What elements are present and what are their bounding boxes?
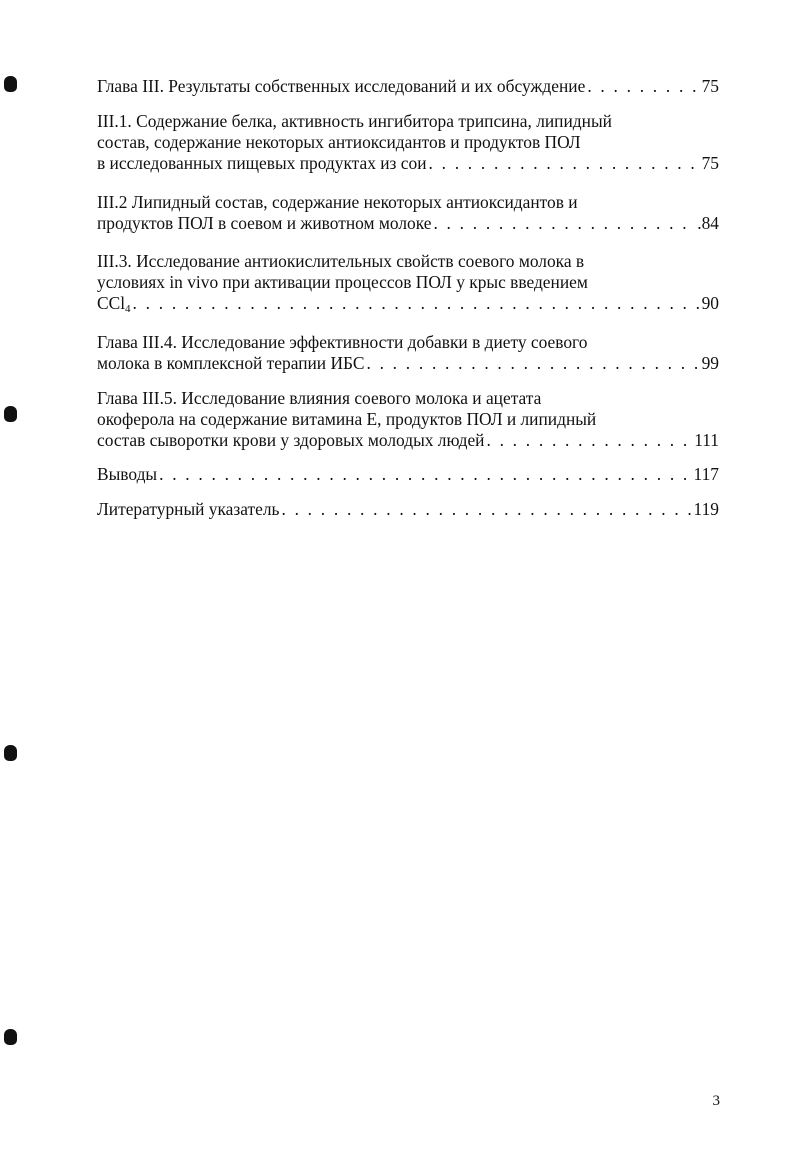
toc-page-number: 117 — [693, 464, 719, 484]
toc-page-number: 75 — [701, 76, 719, 96]
dot-leader — [486, 430, 692, 451]
binder-hole-mark — [4, 745, 17, 761]
dot-leader — [366, 353, 699, 374]
binder-hole-mark — [4, 1029, 17, 1045]
toc-page-number: 90 — [701, 293, 719, 313]
dot-leader — [159, 464, 691, 485]
dot-leader — [587, 76, 699, 97]
toc-entry-title: продуктов ПОЛ в соевом и животном молоке — [97, 213, 432, 233]
toc-entry-title: CCl — [97, 293, 126, 313]
toc-entry-section-3-3 — [97, 251, 719, 314]
toc-entry-chapter-3-5 — [97, 388, 719, 451]
toc-entry-title: состав, содержание некоторых антиоксидантов и продуктов ПОЛ — [97, 132, 581, 152]
toc-entry-title: Выводы — [97, 464, 158, 484]
dot-leader — [281, 499, 691, 520]
toc-entry-title: Литературный указатель — [97, 499, 280, 519]
page-number: 3 — [712, 1093, 720, 1109]
toc-page-number: 111 — [694, 430, 719, 450]
table-of-contents — [97, 76, 719, 520]
toc-entry-title: Глава III.5. Исследование влияния соевого молока и ацетата — [97, 388, 542, 408]
toc-entry-title: в исследованных пищевых продуктах из сои — [97, 153, 427, 173]
toc-entry-section-3-2 — [97, 192, 719, 234]
toc-page-number: 119 — [693, 499, 719, 519]
binder-hole-mark — [4, 406, 17, 422]
toc-entry-title: Глава III.4. Исследование эффективности добавки в диету соевого — [97, 332, 588, 352]
dot-leader — [133, 293, 700, 314]
toc-entry-title: состав сыворотки крови у здоровых молодых людей — [97, 430, 485, 450]
toc-entry-chapter-3 — [97, 76, 719, 97]
toc-entry-bibliography — [97, 499, 719, 520]
toc-entry-title: III.1. Содержание белка, активность ингибитора трипсина, липидный — [97, 111, 612, 131]
dot-leader — [429, 153, 700, 174]
toc-entry-title: окоферола на содержание витамина Е, продуктов ПОЛ и липидный — [97, 409, 597, 429]
toc-entry-title: Глава III. Результаты собственных исследований и их обсуждение — [97, 76, 586, 96]
toc-page-number: 75 — [701, 153, 719, 173]
binder-hole-mark — [4, 76, 17, 92]
toc-entry-chapter-3-4 — [97, 332, 719, 374]
toc-page-number: 99 — [701, 353, 719, 373]
toc-entry-conclusions — [97, 464, 719, 485]
toc-entry-title: молока в комплексной терапии ИБС — [97, 353, 365, 373]
toc-entry-section-3-1 — [97, 111, 719, 174]
toc-page-number: .84 — [697, 213, 719, 233]
subscript: 4 — [125, 303, 131, 315]
dot-leader — [433, 213, 695, 234]
toc-entry-title: III.2 Липидный состав, содержание некоторых антиоксидантов и — [97, 192, 578, 212]
toc-entry-title: условиях in vivo при активации процессов ПОЛ у крыс введением — [97, 272, 588, 292]
toc-entry-title: III.3. Исследование антиокислительных свойств соевого молока в — [97, 251, 585, 271]
